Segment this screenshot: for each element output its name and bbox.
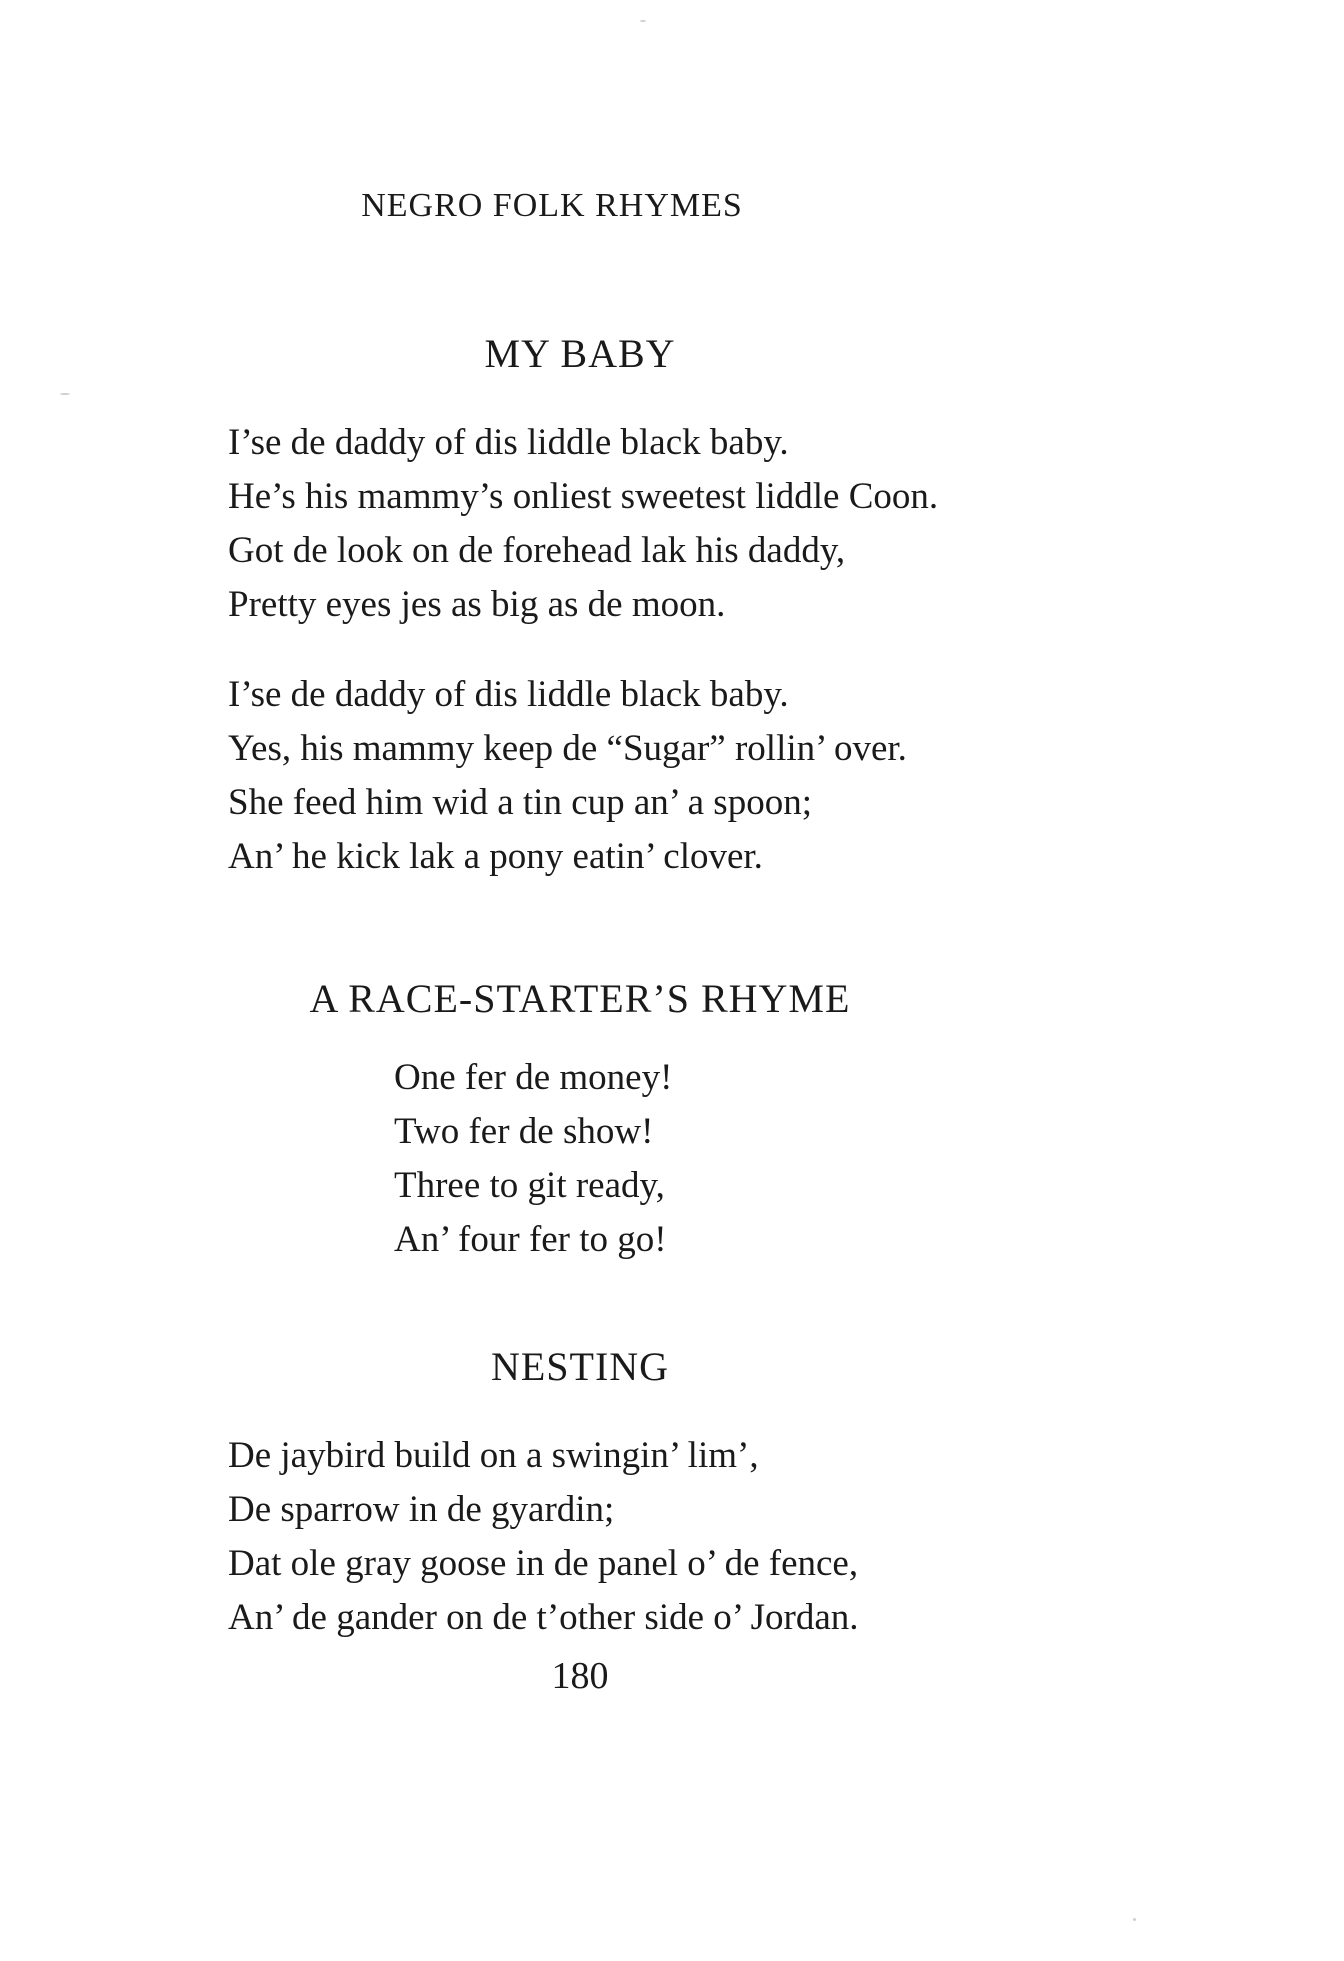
poem-line: I’se de daddy of dis liddle black baby. [228,422,789,463]
poem-line: One fer de money! [394,1057,673,1098]
poem-my-baby-stanza-1 [228,416,938,632]
poem-line: Pretty eyes jes as big as de moon. [228,584,726,625]
poem-title-my-baby: MY BABY [484,331,676,376]
poem-line: An’ de gander on de t’other side o’ Jordan. [228,1597,859,1638]
poem-line: I’se de daddy of dis liddle black baby. [228,674,789,715]
poem-line: Dat ole gray goose in de panel o’ de fence, [228,1543,859,1584]
poem-line: He’s his mammy’s onliest sweetest liddle Coon. [228,476,939,517]
poem-title-nesting: NESTING [490,1344,670,1389]
poem-my-baby-stanza-2 [228,668,907,884]
poem-race-starters-rhyme [394,1051,672,1267]
scan-speck [60,393,70,395]
poem-line: An’ four fer to go! [394,1219,667,1260]
poem-line: Got de look on de forehead lak his daddy, [228,530,846,571]
poem-line: She feed him wid a tin cup an’ a spoon; [228,782,812,823]
poem-line: Two fer de show! [394,1111,654,1152]
poem-line: Three to git ready, [394,1165,665,1206]
running-head: NEGRO FOLK RHYMES [361,187,743,224]
page-number: 180 [551,1655,609,1697]
poem-nesting [228,1429,859,1645]
poem-line: An’ he kick lak a pony eatin’ clover. [228,836,763,877]
poem-line: De sparrow in de gyardin; [228,1489,615,1530]
scan-speck [1133,1918,1136,1921]
poem-line: De jaybird build on a swingin’ lim’, [228,1435,759,1476]
poem-line: Yes, his mammy keep de “Sugar” rollin’ over. [228,728,907,769]
poem-title-race-starters-rhyme: A RACE-STARTER’S RHYME [309,976,851,1021]
scan-speck [640,20,646,22]
